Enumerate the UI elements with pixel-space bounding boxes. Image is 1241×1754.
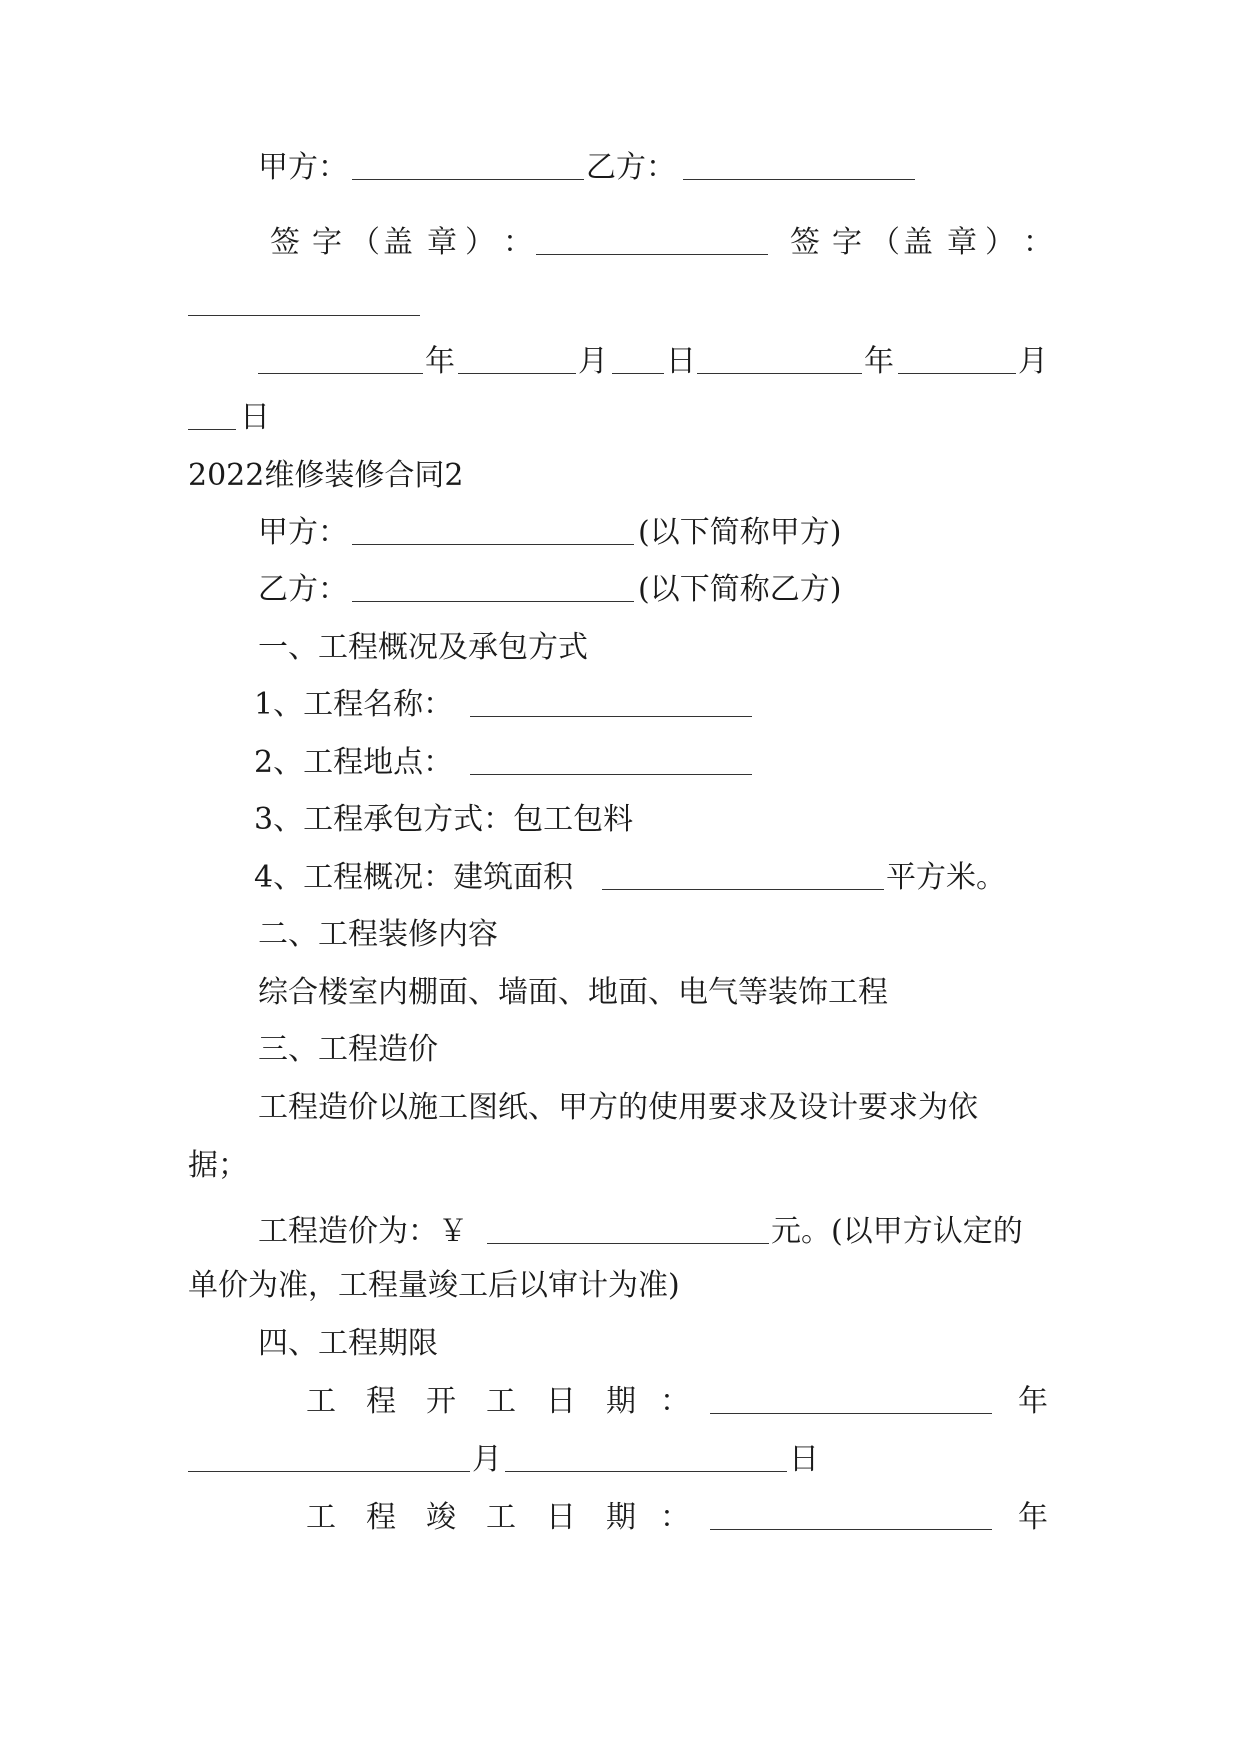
party-b-signature-blank[interactable] xyxy=(683,144,915,192)
project-name-blank[interactable] xyxy=(470,681,752,729)
start-month-blank[interactable] xyxy=(188,1436,470,1484)
seal-char: 章 xyxy=(427,225,457,260)
seal-char: ： xyxy=(503,225,533,260)
start-date-line xyxy=(0,1378,1241,1426)
start-date-continuation xyxy=(0,1436,1241,1484)
start-date-char: 日 xyxy=(546,1384,576,1419)
section3-heading: 三、工程造价 xyxy=(258,1032,438,1067)
seal-char: （ xyxy=(350,225,380,260)
section2-body-line xyxy=(0,969,1241,1017)
section3-body-line2 xyxy=(0,1142,1241,1190)
party-a-note: (以下简称甲方) xyxy=(638,515,842,550)
item3-text: 3、工程承包方式：包工包料 xyxy=(254,802,634,837)
section3-body-line2: 据； xyxy=(188,1148,248,1183)
party-b-seal-blank[interactable] xyxy=(188,280,420,328)
seal-char: ） xyxy=(465,225,495,260)
year-unit: 年 xyxy=(1018,1500,1048,1535)
end-date-char: ： xyxy=(660,1500,690,1535)
contract-party-b-line xyxy=(0,566,1241,614)
section1-heading: 一、工程概况及承包方式 xyxy=(258,630,588,665)
section4-heading-line xyxy=(0,1320,1241,1368)
section1-heading-line xyxy=(0,624,1241,672)
seal-char: 字 xyxy=(312,225,342,260)
seal-char: （ xyxy=(870,225,900,260)
party-b-note: (以下简称乙方) xyxy=(638,572,842,607)
month-unit: 月 xyxy=(578,344,608,379)
contract-party-a-line xyxy=(0,509,1241,557)
signature-date-continuation xyxy=(0,394,1241,442)
item2-label: 2、工程地点： xyxy=(254,745,454,780)
building-area-blank[interactable] xyxy=(602,854,884,902)
seal-char: 签 xyxy=(790,225,820,260)
item4-label: 4、工程概况：建筑面积 xyxy=(254,860,574,895)
start-date-char: 工 xyxy=(486,1384,516,1419)
item4-line xyxy=(0,854,1241,902)
year-unit: 年 xyxy=(1018,1384,1048,1419)
item4-unit: 平方米。 xyxy=(886,860,1006,895)
date-year-blank-a[interactable] xyxy=(258,338,423,386)
end-date-char: 工 xyxy=(486,1500,516,1535)
end-date-char: 竣 xyxy=(426,1500,456,1535)
seal-continuation-line xyxy=(0,280,1241,328)
section2-heading: 二、工程装修内容 xyxy=(258,917,498,952)
end-date-line xyxy=(0,1494,1241,1542)
start-date-char: ： xyxy=(660,1384,690,1419)
item2-line xyxy=(0,739,1241,787)
price-line2 xyxy=(0,1262,1241,1310)
day-unit: 日 xyxy=(240,400,270,435)
price-amount-blank[interactable] xyxy=(487,1208,769,1256)
signature-date-line xyxy=(0,338,1241,386)
date-month-blank-a[interactable] xyxy=(458,338,576,386)
date-day-blank-a[interactable] xyxy=(612,338,664,386)
seal-char: ） xyxy=(985,225,1015,260)
start-date-char: 工 xyxy=(306,1384,336,1419)
item1-line xyxy=(0,681,1241,729)
signature-parties-line xyxy=(0,144,1241,192)
party-b-label: 乙方： xyxy=(258,572,348,607)
end-date-char: 日 xyxy=(546,1500,576,1535)
price-tail: 元。(以甲方认定的 xyxy=(771,1214,1023,1249)
date-month-blank-b[interactable] xyxy=(898,338,1016,386)
day-unit: 日 xyxy=(789,1442,819,1477)
contract-title: 2022维修装修合同2 xyxy=(188,458,464,493)
contract-title-line xyxy=(0,452,1241,500)
start-date-char: 程 xyxy=(366,1384,396,1419)
month-unit: 月 xyxy=(472,1442,502,1477)
end-date-char: 工 xyxy=(306,1500,336,1535)
party-a-label: 甲方： xyxy=(258,515,348,550)
date-year-blank-b[interactable] xyxy=(697,338,862,386)
seal-char: 盖 xyxy=(903,225,933,260)
party-a-signature-blank[interactable] xyxy=(352,144,584,192)
date-day-blank-b[interactable] xyxy=(188,394,236,442)
section3-body-line1 xyxy=(0,1084,1241,1132)
section2-body: 综合楼室内棚面、墙面、地面、电气等装饰工程 xyxy=(258,975,888,1010)
seal-char: ： xyxy=(1023,225,1053,260)
price-label: 工程造价为：￥ xyxy=(258,1214,468,1249)
item1-label: 1、工程名称： xyxy=(254,687,454,722)
party-a-name-blank[interactable] xyxy=(352,509,634,557)
party-b-label: 乙方： xyxy=(586,150,676,185)
year-unit: 年 xyxy=(864,344,894,379)
party-a-seal-blank[interactable] xyxy=(536,219,768,267)
section2-heading-line xyxy=(0,911,1241,959)
section3-body-line1: 工程造价以施工图纸、甲方的使用要求及设计要求为依 xyxy=(258,1090,978,1125)
year-unit: 年 xyxy=(425,344,455,379)
seal-char: 签 xyxy=(270,225,300,260)
price-line2-text: 单价为准，工程量竣工后以审计为准) xyxy=(188,1268,680,1303)
project-location-blank[interactable] xyxy=(470,739,752,787)
end-date-char: 期 xyxy=(606,1500,636,1535)
seal-char: 字 xyxy=(832,225,862,260)
start-date-char: 开 xyxy=(426,1384,456,1419)
item3-line xyxy=(0,796,1241,844)
section4-heading: 四、工程期限 xyxy=(258,1326,438,1361)
day-unit: 日 xyxy=(666,344,696,379)
party-a-label: 甲方： xyxy=(258,150,348,185)
start-year-blank[interactable] xyxy=(710,1378,992,1426)
end-date-char: 程 xyxy=(366,1500,396,1535)
seal-char: 章 xyxy=(947,225,977,260)
section3-heading-line xyxy=(0,1026,1241,1074)
month-unit: 月 xyxy=(1018,344,1048,379)
end-year-blank[interactable] xyxy=(710,1494,992,1542)
seal-char: 盖 xyxy=(383,225,413,260)
start-day-blank[interactable] xyxy=(505,1436,787,1484)
price-line xyxy=(0,1208,1241,1256)
party-b-name-blank[interactable] xyxy=(352,566,634,614)
start-date-char: 期 xyxy=(606,1384,636,1419)
seal-line xyxy=(0,219,1241,267)
